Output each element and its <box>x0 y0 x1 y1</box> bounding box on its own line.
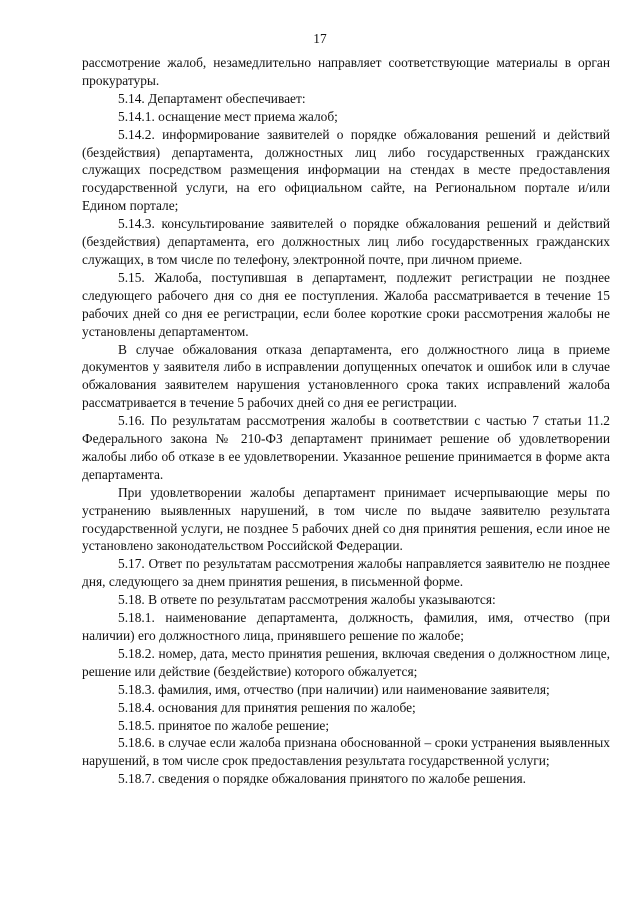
paragraph: 5.18.1. наименование департамента, должность, фамилия, имя, отчество (при наличии) его должностного лица, принявшего решение по жалобе; <box>82 610 610 643</box>
paragraph: 5.14.1. оснащение мест приема жалоб; <box>118 108 338 124</box>
paragraph: рассмотрение жалоб, незамедлительно направляет соответствующие материалы в орган прокуратуры. <box>82 55 610 88</box>
paragraph: 5.18.6. в случае если жалоба признана обоснованной – сроки устранения выявленных нарушений, в том числе срок предоставления результата государственной услуги; <box>82 735 610 769</box>
document-body <box>82 54 610 788</box>
paragraph: 5.14.2. информирование заявителей о порядке обжалования решений и действий (бездействия) департамента, должностных лиц либо государственных гражданских служащих посредством размещения информации на стендах в месте предоставления государственной услуги, на его официальном сайте, на Региональном портале и/или Едином портале; <box>82 126 610 214</box>
paragraph: 5.14. Департамент обеспечивает: <box>118 90 306 106</box>
paragraph: 5.18.3. фамилия, имя, отчество (при наличии) или наименование заявителя; <box>118 681 550 697</box>
paragraph: 5.15. Жалоба, поступившая в департамент, подлежит регистрации не позднее следующего рабочего дня со дня ее поступления. Жалоба рассматривается в течение 15 рабочих дней со дня ее регистрации, если более короткие сроки рассмотрения жалобы не установлены департаментом. <box>82 269 610 339</box>
paragraph: 5.18. В ответе по результатам рассмотрения жалобы указываются: <box>118 592 496 608</box>
paragraph: 5.18.7. сведения о порядке обжалования принятого по жалобе решения. <box>118 771 527 787</box>
paragraph: 5.18.2. номер, дата, место принятия решения, включая сведения о должностном лице, решение или действие (бездействие) которого обжалуется; <box>82 645 610 679</box>
page-number: 17 <box>313 31 327 46</box>
paragraph: При удовлетворении жалобы департамент принимает исчерпывающие меры по устранению выявленных нарушений, в том числе по выдаче заявителю результата государственной услуги, не позднее 5 рабочих дней со дня принятия решения, если иное не установлено законодательством Российской Федерации. <box>82 484 610 554</box>
paragraph: В случае обжалования отказа департамента, его должностного лица в приеме документов у заявителя либо в исправлении допущенных опечаток и ошибок или в случае обжалования заявителем нарушения установленного срока таких исправлений жалоба рассматривается в течение 5 рабочих дней со дня ее регистрации. <box>82 341 610 411</box>
paragraph: 5.18.4. основания для принятия решения по жалобе; <box>118 699 416 715</box>
paragraph: 5.16. По результатам рассмотрения жалобы в соответствии с частью 7 статьи 11.2 Федерального закона № 210-ФЗ департамент принимает решение об удовлетворении жалобы либо об отказе в ее удовлетворении. Указанное решение принимается в форме акта департамента. <box>82 413 610 482</box>
paragraph: 5.14.3. консультирование заявителей о порядке обжалования решений и действий (бездействия) департамента, его должностных лиц либо государственных гражданских служащих, в том числе по телефону, электронной почте, при личном приеме. <box>82 216 610 267</box>
paragraph: 5.17. Ответ по результатам рассмотрения жалобы направляется заявителю не позднее дня, следующего за днем принятия решения, в письменной форме. <box>82 556 610 590</box>
paragraph: 5.18.5. принятое по жалобе решение; <box>118 717 330 733</box>
